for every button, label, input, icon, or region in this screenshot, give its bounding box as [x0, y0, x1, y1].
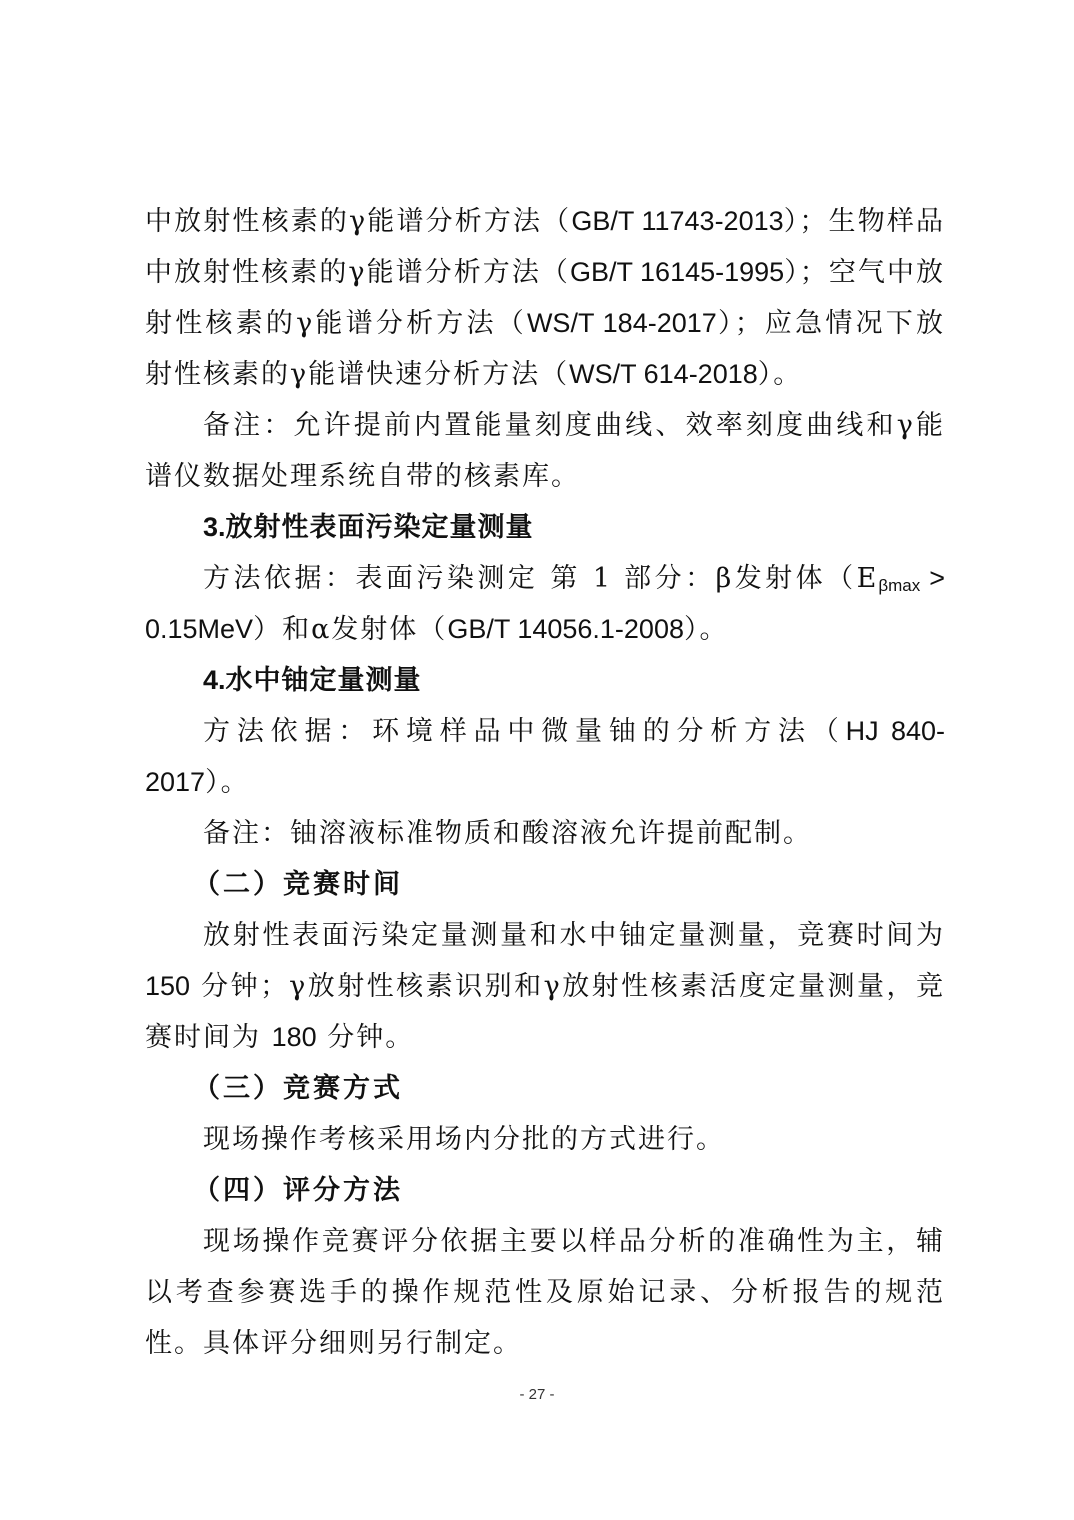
paragraph-scoring-method: 现场操作竞赛评分依据主要以样品分析的准确性为主，辅以考查参赛选手的操作规范性及原始记录、分析报告的规范性。具体评分细则另行制定。	[145, 1226, 945, 1359]
text: ）；空气中放射性核素的γ能谱分析方法（	[145, 257, 946, 339]
page-number: - 27 -	[519, 1386, 555, 1403]
text: 方法依据：环境样品中微量铀的分析方法（	[203, 716, 846, 747]
paragraph-note-gamma: 备注：允许提前内置能量刻度曲线、效率刻度曲线和γ能谱仪数据处理系统自带的核素库。	[145, 410, 945, 492]
paragraph-gamma-methods	[145, 196, 945, 400]
standard-code: HJ 840-2017	[145, 716, 946, 797]
text: 分钟；γ放射性核素识别和γ放射性核素活度定量测量，竞赛时间为	[145, 971, 945, 1053]
standard-code: GB/T 11743-2013	[571, 206, 784, 236]
heading-scoring-method: （四）评分方法	[193, 1175, 403, 1206]
heading-competition-time: （二）竞赛时间	[193, 869, 403, 900]
standard-code: GB/T 16145-1995	[569, 257, 785, 287]
text: 方法依据：表面污染测定 第 1 部分：β发射体（E	[203, 563, 879, 594]
energy-threshold: > 0.15MeV	[145, 563, 945, 644]
heading-uranium-water	[145, 655, 945, 706]
text: 放射性表面污染定量测量和水中铀定量测量，竞赛时间为	[203, 920, 945, 951]
text: ）和α发射体（	[253, 614, 448, 645]
heading-competition-mode: （三）竞赛方式	[193, 1073, 403, 1104]
page-content	[145, 196, 945, 1369]
text: ）。	[205, 767, 250, 798]
paragraph-surface-method	[145, 553, 945, 655]
paragraph-note-uranium: 备注：铀溶液标准物质和酸溶液允许提前配制。	[203, 818, 812, 849]
paragraph-competition-time	[145, 910, 945, 1063]
text: ）。	[683, 614, 729, 645]
standard-code: WS/T 614-2018	[569, 359, 758, 389]
standard-code: GB/T 14056.1-2008	[447, 614, 684, 644]
standard-code: WS/T 184-2017	[526, 308, 717, 338]
minutes-value: 150	[145, 971, 191, 1001]
text: 中放射性核素的γ能谱分析方法（	[145, 206, 572, 237]
text: ）；生物样品中放射性核素的γ能谱分析方法（	[145, 206, 945, 288]
heading-number: 3.	[203, 512, 226, 542]
text: ）；应急情况下放射性核素的γ能谱快速分析方法（	[145, 308, 946, 390]
heading-text: 水中铀定量测量	[225, 665, 422, 696]
minutes-value: 180	[271, 1022, 317, 1052]
subscript: βmax	[878, 576, 921, 595]
text: 分钟。	[316, 1022, 415, 1053]
heading-surface-contamination	[145, 502, 945, 553]
paragraph-uranium-method	[145, 706, 945, 808]
heading-number: 4.	[203, 665, 226, 695]
heading-text: 放射性表面污染定量测量	[225, 512, 534, 543]
text: ）。	[757, 359, 803, 390]
paragraph-competition-mode: 现场操作考核采用场内分批的方式进行。	[203, 1124, 725, 1155]
